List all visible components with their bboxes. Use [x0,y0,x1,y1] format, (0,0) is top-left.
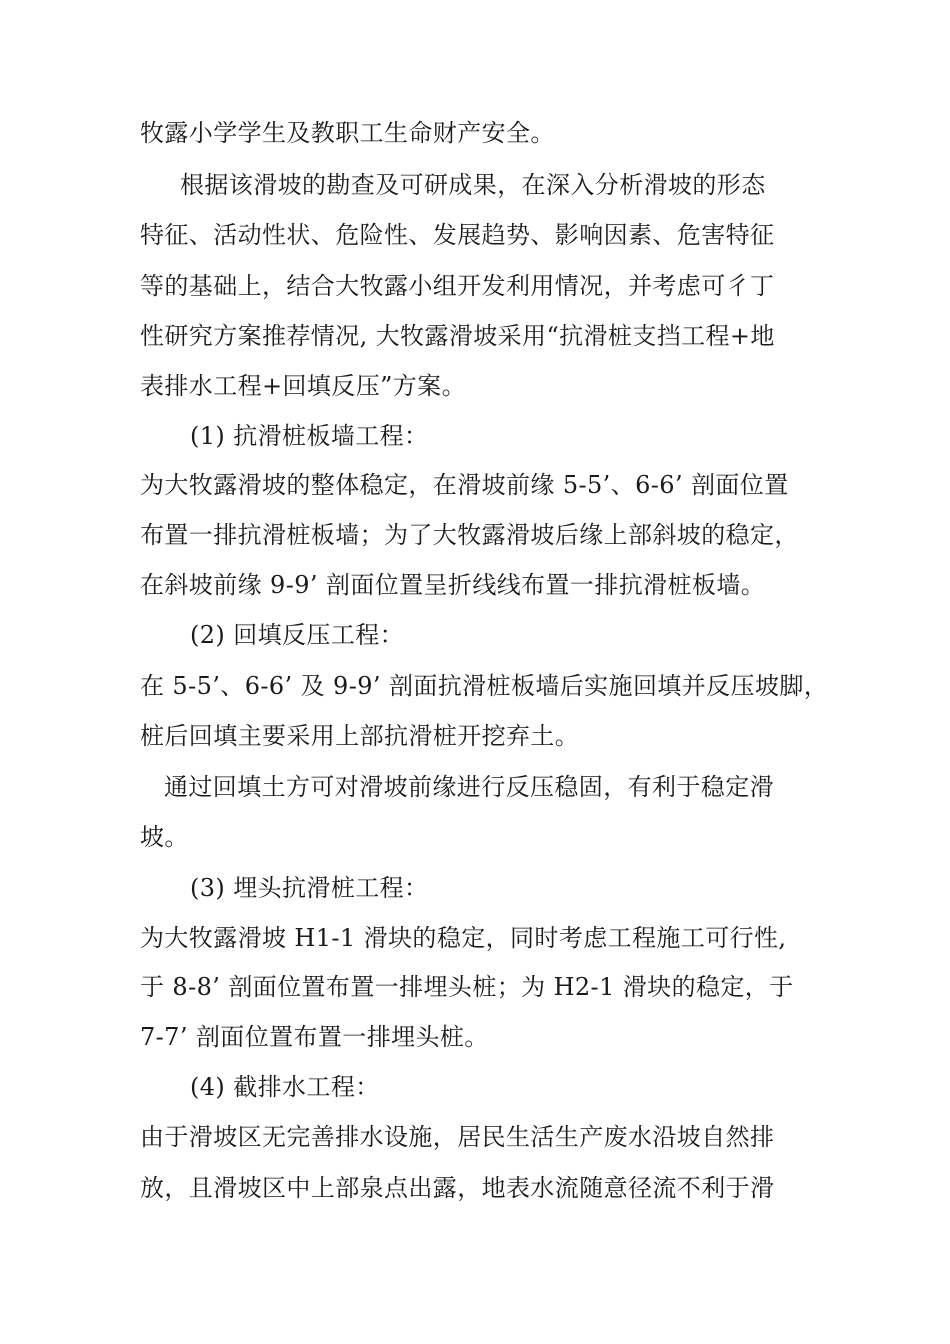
paragraph-line: 桩后回填主要采用上部抗滑桩开挖弃土。 [140,722,580,750]
paragraph-line: 7-7’ 剖面位置布置一排埋头桩。 [140,1023,489,1051]
section-heading: (4) 截排水工程： [190,1073,380,1101]
paragraph-line: 表排水工程+回填反压”方案。 [140,372,466,400]
paragraph-line: 在 5-5’、6-6’ 及 9-9’ 剖面抗滑桩板墙后实施回填并反压坡脚， [140,672,829,700]
paragraph-line: 特征、活动性状、危险性、发展趋势、影响因素、危害特征 [140,221,775,249]
paragraph-line: 性研究方案推荐情况, 大牧露滑坡采用“抗滑桩支挡工程+地 [140,322,775,350]
paragraph-line: 放，且滑坡区中上部泉点出露，地表水流随意径流不利于滑 [140,1174,775,1202]
paragraph-line: 等的基础上，结合大牧露小组开发利用情况，并考虑可彳丁 [140,272,775,300]
paragraph-line: 为大牧露滑坡 H1-1 滑块的稳定，同时考虑工程施工可行性, [140,924,787,952]
paragraph-line: 布置一排抗滑桩板墙；为了大牧露滑坡后缘上部斜坡的稳定， [140,521,799,549]
paragraph-line: 根据该滑坡的勘查及可研成果，在深入分析滑坡的形态 [180,171,766,199]
section-heading: (1) 抗滑桩板墙工程： [190,422,429,450]
paragraph-line: 为大牧露滑坡的整体稳定，在滑坡前缘 5-5’、6-6’ 剖面位置 [140,471,789,499]
paragraph-line: 由于滑坡区无完善排水设施，居民生活生产废水沿坡自然排 [140,1123,775,1151]
paragraph-line: 通过回填土方可对滑坡前缘进行反压稳固，有利于稳定滑 [164,773,774,801]
paragraph-line: 牧露小学学生及教职工生命财产安全。 [140,119,555,147]
section-heading: (2) 回填反压工程： [190,621,405,649]
paragraph-line: 于 8-8’ 剖面位置布置一排埋头桩；为 H2-1 滑块的稳定，于 [140,973,794,1001]
paragraph-line: 坡。 [140,823,189,851]
section-heading: (3) 埋头抗滑桩工程： [190,874,429,902]
paragraph-line: 在斜坡前缘 9-9’ 剖面位置呈折线线布置一排抗滑桩板墙。 [140,571,766,599]
